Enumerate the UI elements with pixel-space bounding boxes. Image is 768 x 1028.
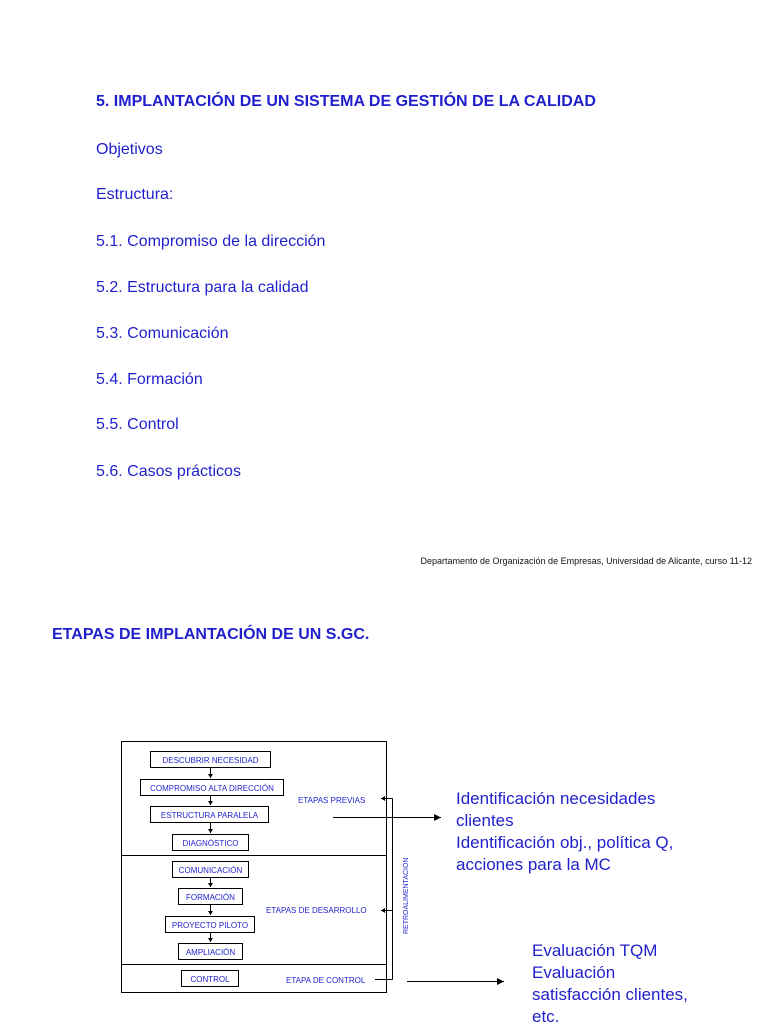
note1-line1: Identificación necesidades [456,789,656,808]
step-label: AMPLIACIÓN [185,948,236,957]
note1-line2: clientes [456,811,514,830]
note2-line1: Evaluación TQM [532,941,658,960]
feedback-loop [375,799,393,980]
step-box-formacion [179,889,243,905]
step-box-proyecto-piloto [166,917,255,933]
phase-label-control: ETAPA DE CONTROL [286,976,366,985]
note1-line3: Identificación obj., política Q, [456,833,674,852]
step-label: COMPROMISO ALTA DIRECCIÓN [150,784,274,793]
phase-label-desarrollo: ETAPAS DE DESARROLLO [266,906,367,915]
step-label: DESCUBRIR NECESIDAD [162,756,259,765]
structure-item: Estructura: [96,186,174,203]
slide2-title: ETAPAS DE IMPLANTACIÓN DE UN S.GC. [52,626,370,643]
note2-line2: Evaluación [532,963,616,982]
section-5-5-item: 5.5. Control [96,416,179,433]
phase-label-previas: ETAPAS PREVIAS [298,796,366,805]
step-label: COMUNICACIÓN [178,866,243,875]
step-label: CONTROL [190,975,230,984]
note2-line4: etc. [532,1007,560,1026]
objectives-item: Objetivos [96,141,163,158]
note1-line4: acciones para la MC [456,855,611,874]
section-5-1-item: 5.1. Compromiso de la dirección [96,233,326,250]
step-box-diagnostico [173,835,249,851]
slide1-footer: Departamento de Organización de Empresas, Universidad de Alicante, curso 11-12 [420,556,752,566]
note-control-stage [532,940,688,1028]
section-5-2-item: 5.2. Estructura para la calidad [96,279,309,296]
step-box-descubrir-necesidad [151,752,271,768]
step-label: ESTRUCTURA PARALELA [160,811,259,820]
section-5-3-item: 5.3. Comunicación [96,325,229,342]
step-label: PROYECTO PILOTO [171,921,249,930]
note-previous-stages [456,788,673,876]
step-box-control [182,971,239,987]
step-box-estructura-paralela [151,807,269,823]
feedback-label: RETROALIMENTACIÓN [403,857,410,934]
step-label: DIAGNÓSTICO [182,839,239,848]
note2-line3: satisfacción clientes, [532,985,688,1004]
step-box-compromiso-alta-direccion [141,780,284,796]
step-label: FORMACIÓN [186,893,235,902]
step-box-comunicacion [173,862,249,878]
section-5-4-item: 5.4. Formación [96,371,203,388]
step-box-ampliacion [179,944,243,960]
slide1-title: 5. IMPLANTACIÓN DE UN SISTEMA DE GESTIÓN DE LA CALIDAD [96,93,596,110]
section-5-6-item: 5.6. Casos prácticos [96,463,241,480]
